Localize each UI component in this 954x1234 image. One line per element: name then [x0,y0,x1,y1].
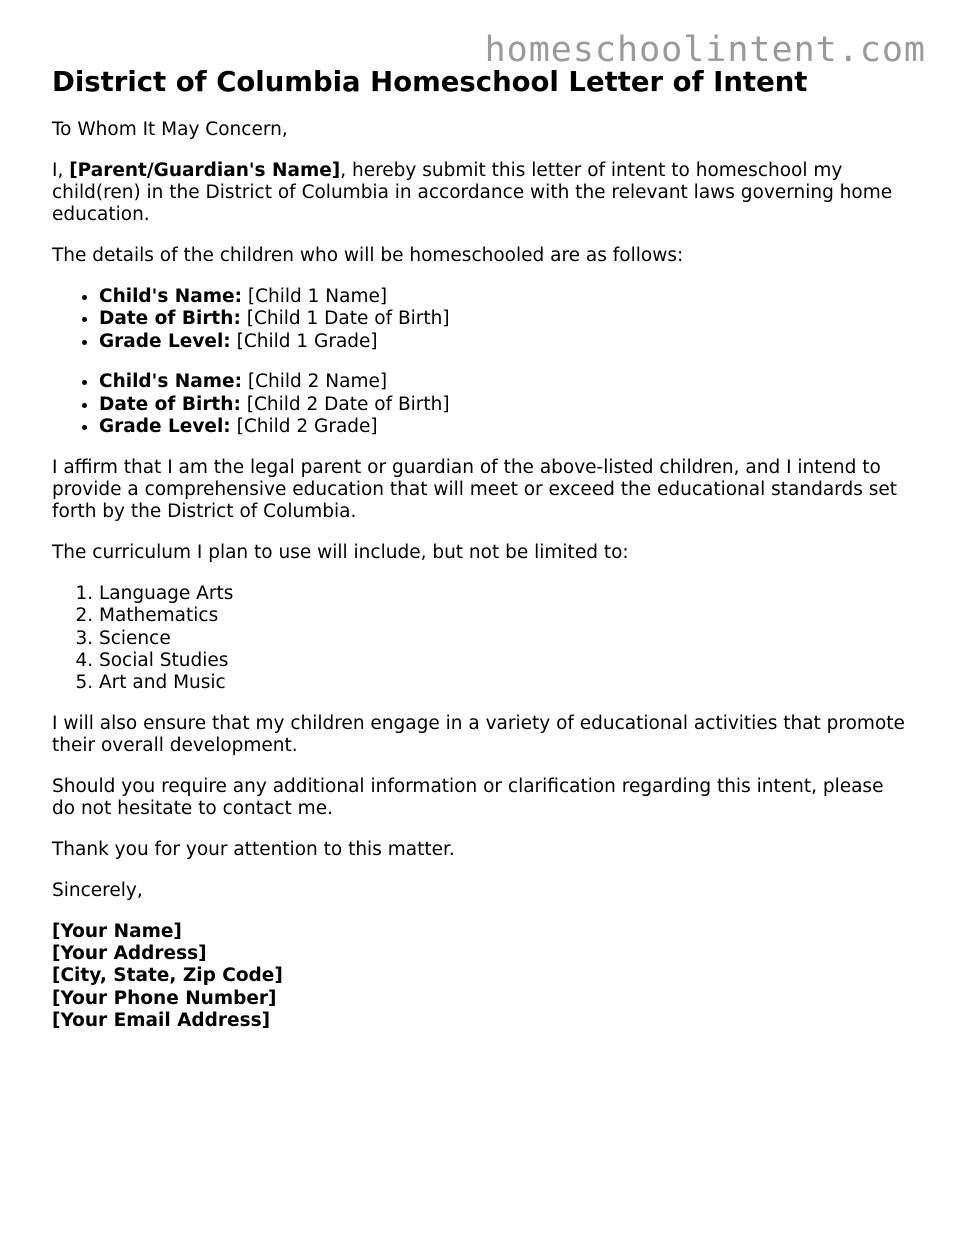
intro-prefix: I, [52,159,70,181]
curriculum-item: 3. Science [99,628,912,650]
parent-name-placeholder: [Parent/Guardian's Name] [69,159,341,181]
activities-paragraph: I will also ensure that my children engage in a variety of educational activities that promote their overall development. [52,712,905,757]
list-item [99,416,912,438]
child-grade-value: [Child 1 Grade] [236,330,378,352]
child-grade-value: [Child 2 Grade] [236,415,378,437]
page-title: District of Columbia Homeschool Letter of Intent [52,66,808,98]
list-item [99,394,912,416]
child-name-value: [Child 2 Name] [247,371,388,393]
child-name-label: Child's Name: [99,371,242,393]
intro-suffix: , hereby submit this letter of intent to homeschool my child(ren) in the District of Columbia in accordance with the relevant laws governing home education. [52,159,893,226]
signature-name: [Your Name] [52,920,182,942]
child-dob-label: Date of Birth: [99,393,241,415]
signature-email: [Your Email Address] [52,1009,271,1031]
child-name-value: [Child 1 Name] [247,285,388,307]
signature-city-state-zip: [City, State, Zip Code] [52,965,283,987]
child-grade-label: Grade Level: [99,415,231,437]
curriculum-intro: The curriculum I plan to use will include, but not be limited to: [52,542,629,564]
curriculum-list [52,583,912,694]
child-dob-value: [Child 1 Date of Birth] [246,308,450,330]
closing: Sincerely, [52,879,143,901]
watermark: homeschoolintent.com [484,30,926,70]
list-item [99,331,912,353]
child-dob-label: Date of Birth: [99,308,241,330]
curriculum-item: 1. Language Arts [99,583,912,605]
list-item [99,286,912,308]
curriculum-item: 4. Social Studies [99,650,912,672]
list-item [99,308,912,330]
letter [52,66,912,1051]
child-dob-value: [Child 2 Date of Birth] [246,393,450,415]
child-grade-label: Grade Level: [99,330,231,352]
children-intro: The details of the children who will be homeschooled are as follows: [52,245,684,267]
contact-paragraph: Should you require any additional information or clarification regarding this intent, please do not hesitate to contact me. [52,776,884,820]
signature-phone: [Your Phone Number] [52,987,277,1009]
affirmation-paragraph: I affirm that I am the legal parent or guardian of the above-listed children, and I intend to provide a comprehensive education that will meet or exceed the educational standards set forth by the District of Columbia. [52,456,897,523]
salutation: To Whom It May Concern, [52,119,288,140]
curriculum-item: 5. Art and Music [99,672,912,694]
curriculum-item: 2. Mathematics [99,605,912,627]
child-2-details [52,371,912,438]
signature-address: [Your Address] [52,943,207,965]
intro-paragraph [52,160,912,227]
list-item [99,371,912,393]
thanks-paragraph: Thank you for your attention to this matter. [52,839,455,861]
child-name-label: Child's Name: [99,285,242,307]
signature-block [52,921,912,1032]
child-1-details [52,286,912,353]
